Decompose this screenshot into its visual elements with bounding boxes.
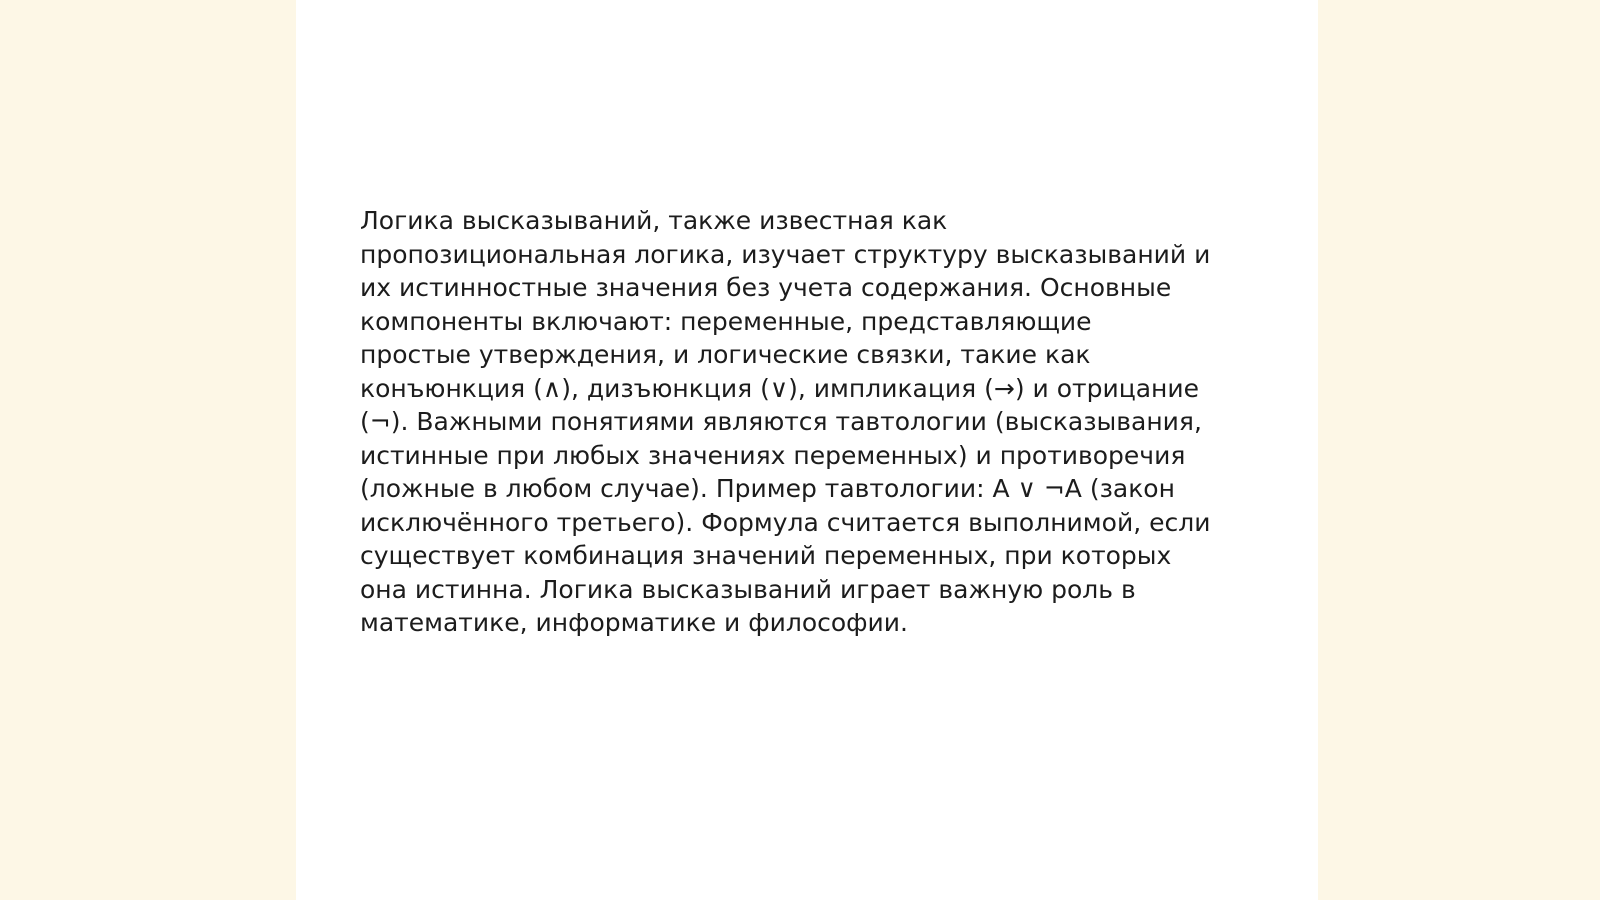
body-paragraph: Логика высказываний, также известная как пропозициональная логика, изучает структуру высказываний и их истинностные значения без учета содержания. Основные компоненты включают: переменные, представляющие простые утверждения, и логические связки, такие как конъюнкция (∧), дизъюнкция (∨), импликация (→) и отрицание (¬). Важными понятиями являются тавтологии (высказывания, истинные при любых значениях переменных) и противоречия (ложные в любом случае). Пример тавтологии: A ∨ ¬A (закон исключённого третьего). Формула считается выполнимой, если существует комбинация значений переменных, при которых она истинна. Логика высказываний играет важную роль в математике, информатике и философии.	[360, 206, 1211, 637]
left-margin-panel	[0, 0, 296, 900]
right-margin-panel	[1318, 0, 1600, 900]
